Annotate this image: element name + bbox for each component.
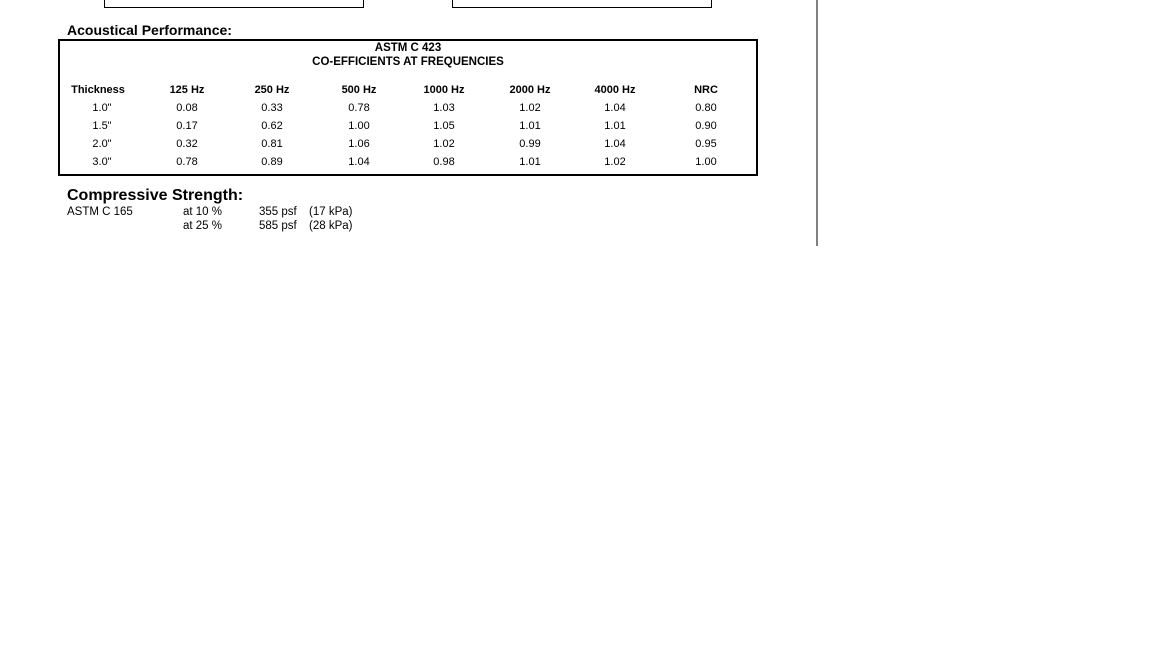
table-cell: 0.80 <box>695 102 717 114</box>
table-cell: 0.98 <box>433 156 455 168</box>
table-cell: 0.81 <box>261 138 283 150</box>
table-cell: 0.78 <box>176 156 198 168</box>
table-cell: 1.02 <box>519 102 541 114</box>
page-right-divider <box>816 0 818 246</box>
table-cell: 0.99 <box>519 138 541 150</box>
table-cell: 0.33 <box>261 102 283 114</box>
table-cell: 0.32 <box>176 138 198 150</box>
column-header-nrc: NRC <box>694 84 718 96</box>
compressive-standard: ASTM C 165 <box>67 206 133 218</box>
table-cell: 1.01 <box>519 120 541 132</box>
column-header-125hz: 125 Hz <box>169 84 205 96</box>
compressive-metric-10: (17 kPa) <box>309 206 353 218</box>
table-cell: 3.0" <box>92 156 112 168</box>
table-cell: 1.06 <box>348 138 370 150</box>
table-cell: 0.78 <box>348 102 370 114</box>
compressive-at-25: at 25 % <box>183 220 222 232</box>
acoustical-table <box>58 39 758 176</box>
column-header-4000hz: 4000 Hz <box>594 84 636 96</box>
table-cell: 1.03 <box>433 102 455 114</box>
acoustical-standard: ASTM C 423 <box>374 42 442 54</box>
table-cell: 0.17 <box>176 120 198 132</box>
table-cell: 1.05 <box>433 120 455 132</box>
table-cell: 1.00 <box>695 156 717 168</box>
compressive-metric-25: (28 kPa) <box>309 220 353 232</box>
table-cell: 1.01 <box>604 120 626 132</box>
table-cell: 1.02 <box>604 156 626 168</box>
table-cell: 0.62 <box>261 120 283 132</box>
table-cell: 0.89 <box>261 156 283 168</box>
column-header-1000hz: 1000 Hz <box>423 84 465 96</box>
column-header-250hz: 250 Hz <box>254 84 290 96</box>
table-cell: 2.0" <box>92 138 112 150</box>
compressive-strength-title: Compressive Strength: <box>67 187 244 204</box>
column-header-2000hz: 2000 Hz <box>509 84 551 96</box>
compressive-at-10: at 10 % <box>183 206 222 218</box>
column-header-thickness: Thickness <box>71 84 125 96</box>
table-cell: 1.0" <box>92 102 112 114</box>
table-cell: 0.08 <box>176 102 198 114</box>
table-cell: 1.00 <box>348 120 370 132</box>
table-cell: 0.90 <box>695 120 717 132</box>
table-cell: 1.02 <box>433 138 455 150</box>
acoustical-performance-title: Acoustical Performance: <box>67 22 232 38</box>
compressive-value-25: 585 psf <box>259 220 297 232</box>
table-cell: 1.04 <box>604 138 626 150</box>
top-right-box <box>452 0 712 8</box>
table-cell: 1.01 <box>519 156 541 168</box>
table-cell: 1.04 <box>348 156 370 168</box>
acoustical-subtitle: CO-EFFICIENTS AT FREQUENCIES <box>312 56 504 68</box>
column-header-500hz: 500 Hz <box>341 84 377 96</box>
table-cell: 0.95 <box>695 138 717 150</box>
table-cell: 1.5" <box>92 120 112 132</box>
compressive-value-10: 355 psf <box>259 206 297 218</box>
table-cell: 1.04 <box>604 102 626 114</box>
top-left-box <box>104 0 364 8</box>
